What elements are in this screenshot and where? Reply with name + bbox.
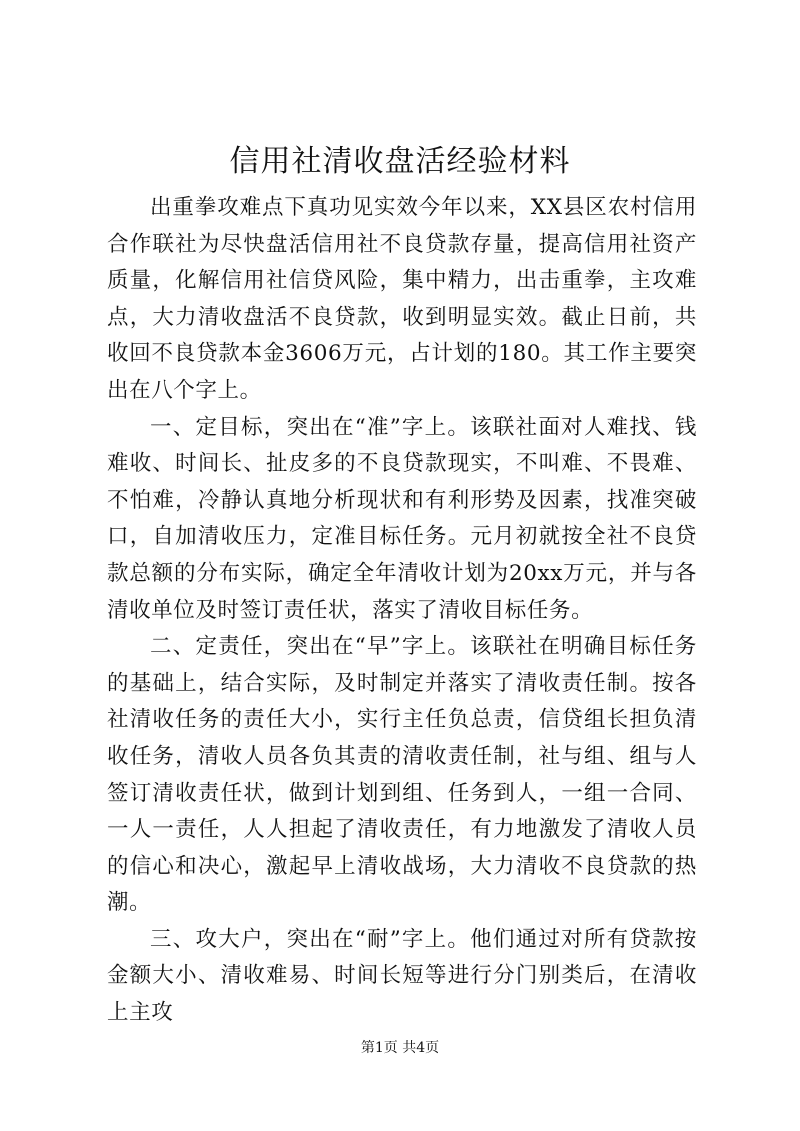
paragraph-section-3: 三、攻大户，突出在“耐”字上。他们通过对所有贷款按金额大小、清收难易、时间长短等进行分门别类后，在清收上主攻 [107, 926, 697, 1026]
document-body [107, 190, 697, 1032]
paragraph-section-1: 一、定目标，突出在“准”字上。该联社面对人难找、钱难收、时间长、扯皮多的不良贷款现实，不叫难、不畏难、不怕难，冷静认真地分析现状和有利形势及因素，找准突破口，自加清收压力，定准目标任务。元月初就按全社不良贷款总额的分布实际，确定全年清收计划为20xx万元，并与各清收单位及时签订责任状，落实了清收目标任务。 [107, 414, 697, 623]
paragraph-section-2: 二、定责任，突出在“早”字上。该联社在明确目标任务的基础上，结合实际，及时制定并落实了清收责任制。按各社清收任务的责任大小，实行主任负总责，信贷组长担负清收任务，清收人员各负其责的清收责任制，社与组、组与人签订清收责任状，做到计划到组、任务到人，一组一合同、一人一责任，人人担起了清收责任，有力地激发了清收人员的信心和决心，激起早上清收战场，大力清收不良贷款的热潮。 [107, 634, 697, 916]
document-title: 信用社清收盘活经验材料 [229, 144, 571, 179]
page-footer: 第1页 共4页 [360, 1040, 440, 1056]
paragraph-intro: 出重拳攻难点下真功见实效今年以来，XX县区农村信用合作联社为尽快盘活信用社不良贷款存量，提高信用社资产质量，化解信用社信贷风险，集中精力，出击重拳，主攻难点，大力清收盘活不良贷款，收到明显实效。截止日前，共收回不良贷款本金3606万元，占计划的180。其工作主要突出在八个字上。 [107, 195, 697, 403]
